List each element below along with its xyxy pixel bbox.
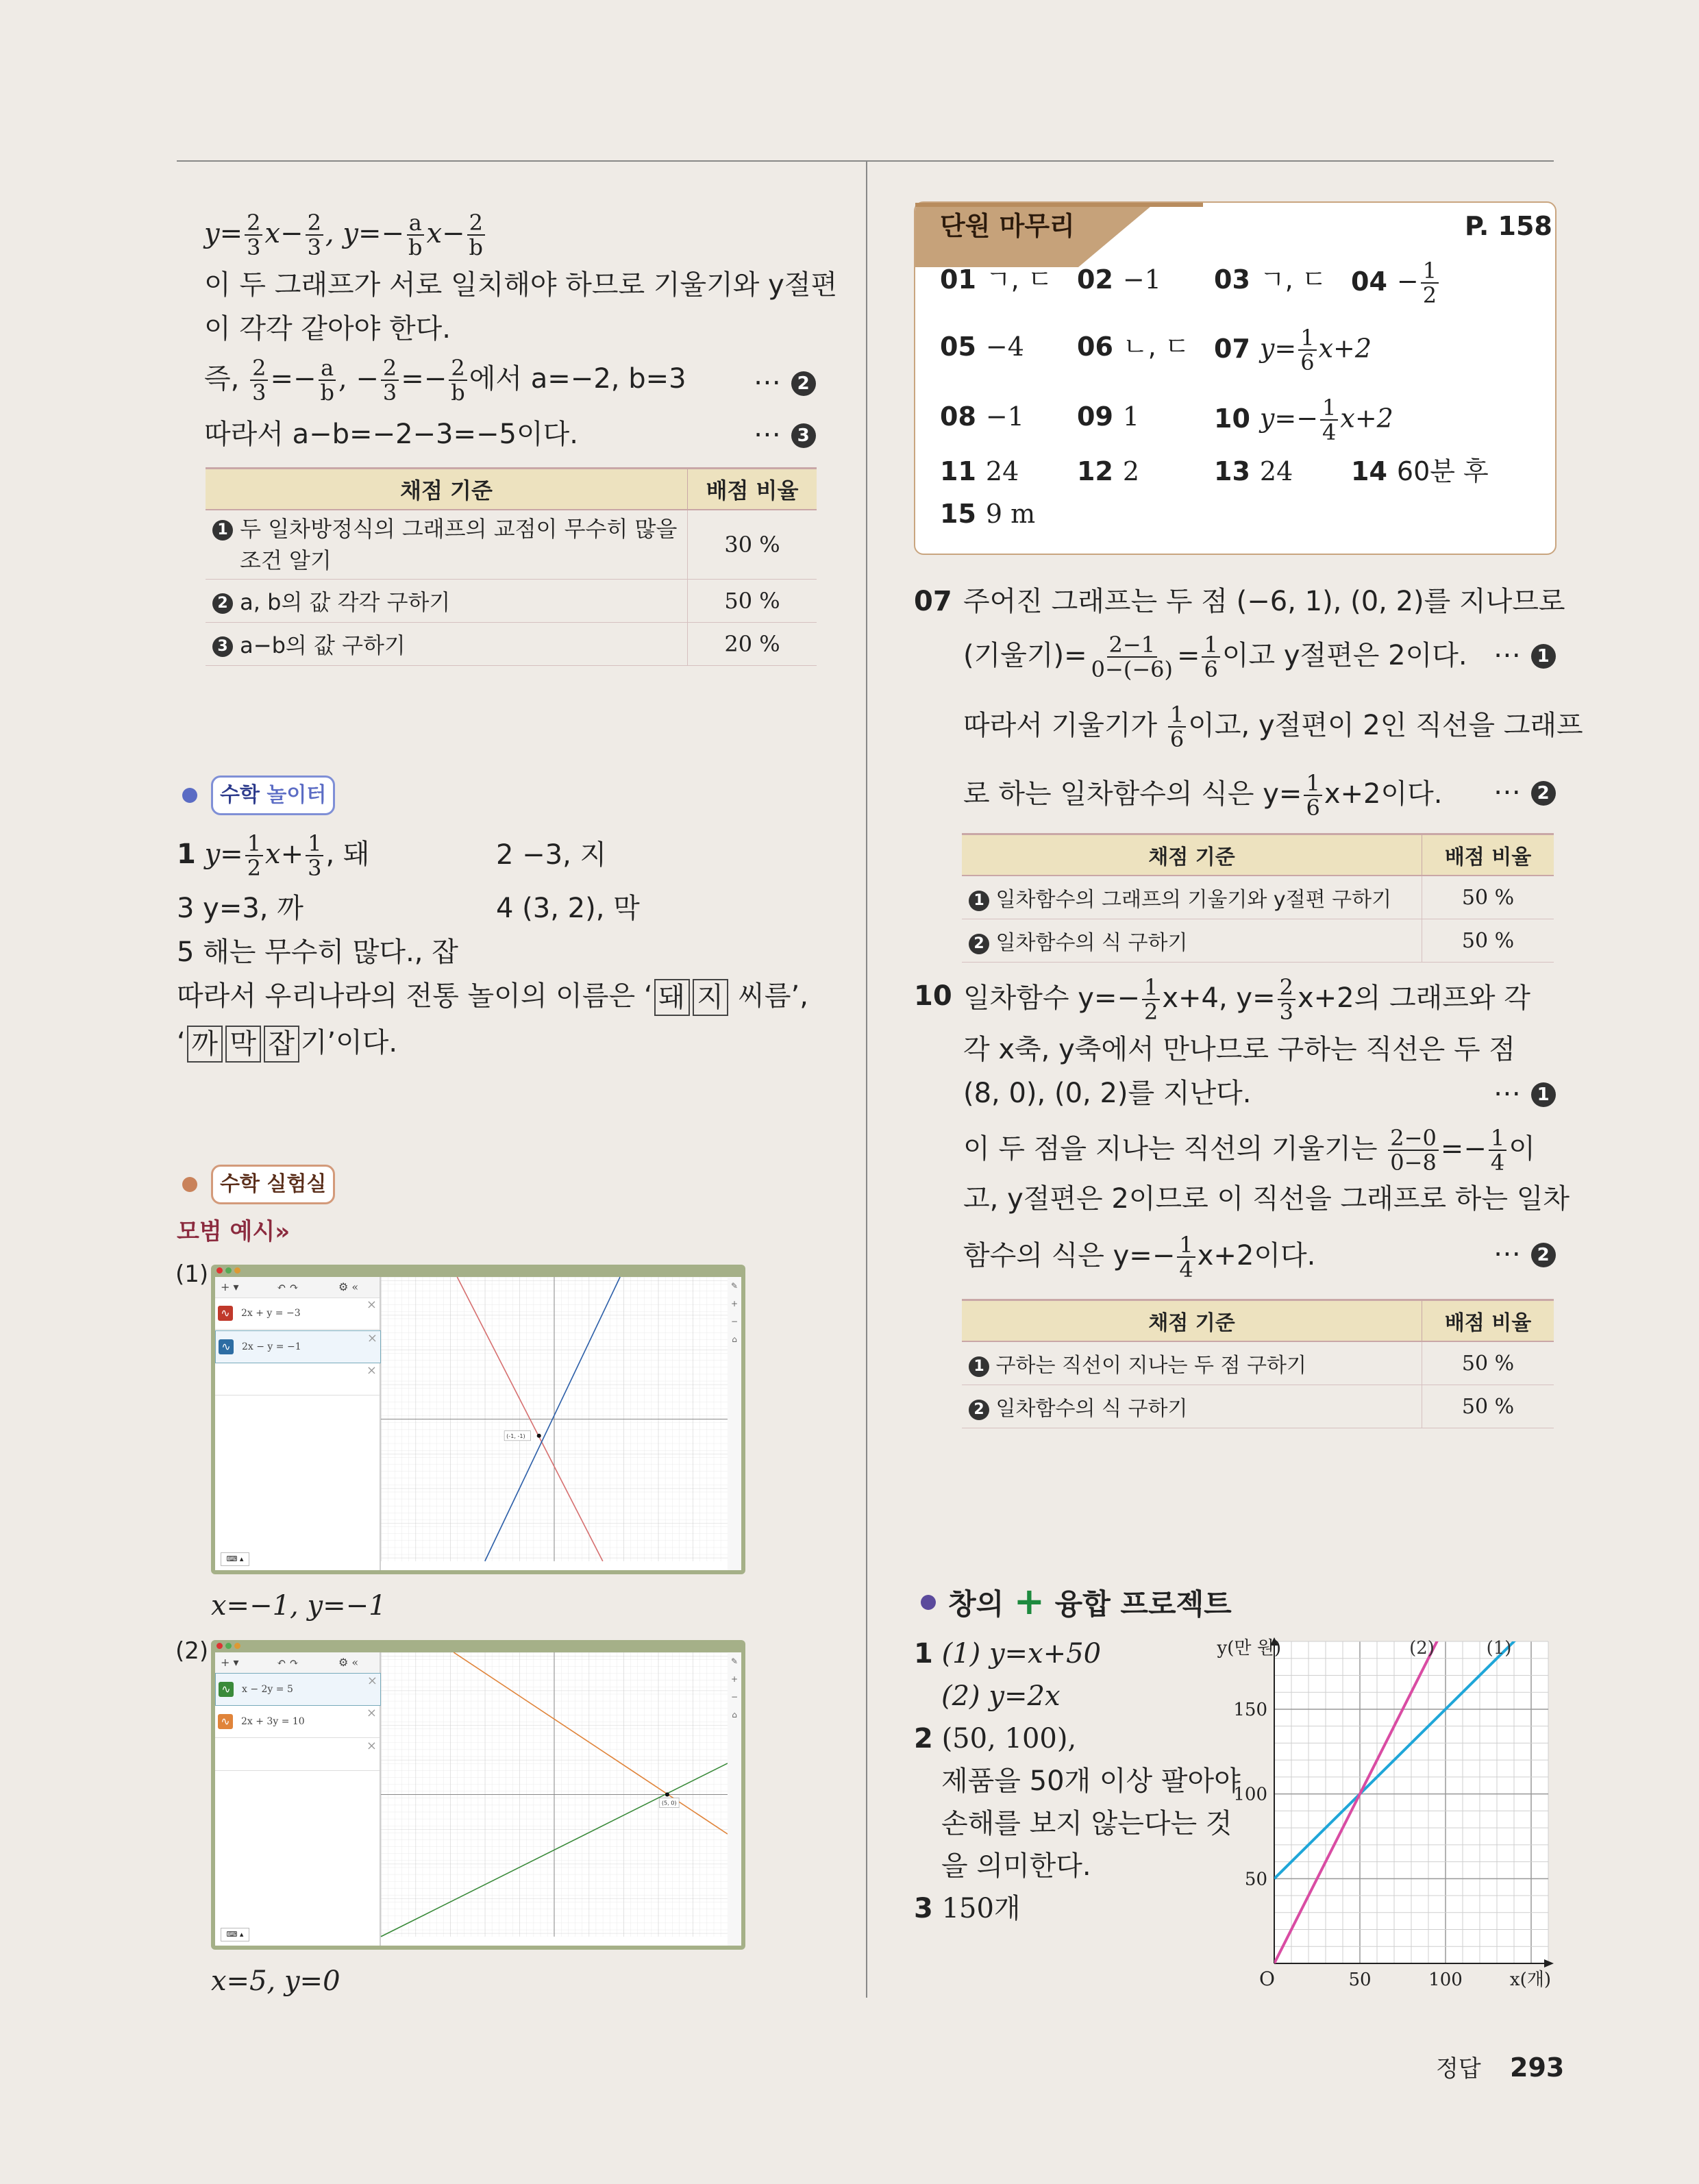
answer-05: 05 −4 [940,332,1024,362]
play-item-5: 5 해는 무수히 많다., 잡 [177,936,458,968]
rubric-row: 2 일차함수의 식 구하기 [962,919,1422,963]
close-icon[interactable]: × [367,1674,377,1688]
rubric-row: 3 a−b의 값 구하기 [206,623,688,666]
origin-label: O [1259,1968,1275,1990]
close-icon[interactable]: × [366,1739,377,1753]
screenshot-label-2: (2) [175,1637,209,1665]
curve-icon: ∿ [218,1714,233,1729]
expression-toolbar: + ▾ ↶ ↷ ⚙ « [215,1277,380,1298]
project-answer-2-line3: 손해를 보지 않는다는 것 [941,1808,1232,1839]
rubric-pct: 50 % [688,580,817,623]
close-icon[interactable]: × [367,1331,377,1345]
rubric-header-ratio: 배점 비율 [688,469,817,510]
play-item-1: 1 y= $\frac{1}{2}$ x+ $\frac{1}{3}$ , 돼 [177,830,370,881]
rubric-header-criteria: 채점 기준 [962,834,1422,876]
lab-badge: 수학 실험실 [211,1165,335,1204]
q07-line4: 로 하는 일차함수의 식은 y= $\frac{1}{6}$ x+2이다. [963,770,1443,821]
rubric-pct: 30 % [688,510,817,580]
example-heading: 모범 예시» [177,1218,290,1245]
answer-09: 09 1 [1077,401,1140,432]
answer-13: 13 24 [1214,456,1293,486]
project-title: 창의 + 융합 프로젝트 [948,1580,1232,1623]
lab-bullet [182,1177,197,1192]
q10-line1: 일차함수 y=− $\frac{1}{2}$ x+4, y= $\frac{2}{3}$ x+2의 그래프와 각 [963,974,1530,1025]
column-divider [866,162,867,1998]
q07-line1: 주어진 그래프는 두 점 (−6, 1), (0, 2)를 지나므로 [963,586,1565,617]
answer-01: 01 ㄱ, ㄷ [940,264,1053,295]
rubric-pct: 50 % [1422,1341,1554,1385]
expression-toolbar: + ▾ ↶ ↷ ⚙ « [215,1652,380,1674]
window-dots [216,1267,244,1274]
rubric-row: 2 일차함수의 식 구하기 [962,1385,1422,1428]
series-label: (2) [1409,1638,1435,1659]
curve-icon: ∿ [219,1339,234,1354]
answer-2: x=5, y=0 [211,1965,340,1997]
q10-line5: 고, y절편은 2이므로 이 직선을 그래프로 하는 일차 [963,1183,1570,1215]
footer-label: 정답 [1436,2055,1481,2083]
y-tick-label: 100 [1233,1784,1267,1805]
expression-row[interactable]: ∿ 2x + 3y = 10 × [215,1706,380,1738]
q07-line2: (기울기)= $\frac{2-1}{0-(-6)}$ = $\frac{1}{6}$ 이고 y절편은 2이다. [963,632,1467,682]
project-answer-2-line2: 제품을 50개 이상 팔아야 [941,1765,1241,1797]
q10-line3: (8, 0), (0, 2)를 지난다. [963,1078,1252,1109]
rubric-header-ratio: 배점 비율 [1422,1300,1554,1342]
top-rule [177,160,1554,162]
rubric-header-ratio: 배점 비율 [1422,834,1554,876]
top-equation: y= $\frac{2}{3}$ x− $\frac{2}{3}$ , y=− $\frac{a}{b}$ x− $\frac{2}{b}$ [204,211,487,259]
rubric-pct: 50 % [1422,1385,1554,1428]
window-dots [216,1643,244,1650]
score-mark-2: ⋯ 2 [754,362,816,403]
left-text-line1: 이 두 그래프가 서로 일치해야 하므로 기울기와 y절편 [204,269,838,301]
unit-review-title: 단원 마무리 [940,211,1075,241]
answer-04: 04 − $\frac{1}{2}$ [1351,259,1441,307]
play-item-2: 2 −3, 지 [496,839,607,871]
y-tick-label: 50 [1244,1869,1267,1890]
project-bullet [921,1595,936,1610]
expression-row[interactable]: ∿ 2x + y = −3 × [215,1298,380,1330]
close-icon[interactable]: × [366,1363,377,1378]
x-axis-label: x(개) [1509,1970,1551,1990]
answer-1: x=−1, y=−1 [211,1590,386,1622]
answer-02: 02 −1 [1077,264,1161,295]
keyboard-icon[interactable]: ⌨ ▴ [221,1552,249,1566]
expression-row[interactable]: ∿ x − 2y = 5 × [215,1673,381,1706]
q10-line4: 이 두 점을 지나는 직선의 기울기는 $\frac{2-0}{0-8}$ =− $\frac{1}{4}$ 이 [963,1125,1535,1176]
project-answer-2-line4: 을 의미한다. [941,1850,1091,1882]
x-tick-label: 100 [1428,1970,1463,1990]
expression-row-empty[interactable] [215,1739,380,1771]
x-tick-label: 50 [1348,1970,1372,1990]
q07-line3: 따라서 기울기가 $\frac{1}{6}$ 이고, y절편이 2인 직선을 그래프 [963,702,1583,752]
y-tick-label: 150 [1233,1699,1267,1720]
close-icon[interactable]: × [366,1706,377,1720]
intersection-point [537,1434,541,1438]
curve-icon: ∿ [218,1306,233,1321]
q10-line2: 각 x축, y축에서 만나므로 구하는 직선은 두 점 [963,1034,1515,1065]
play-bullet [182,788,197,803]
left-text-line2: 이 각각 같아야 한다. [204,313,451,345]
intersection-label: (5, 0) [661,1799,677,1807]
screenshot-label-1: (1) [175,1261,209,1288]
expression-panel [215,1277,381,1570]
project-answer-1: 1 (1) y=x+50 [914,1638,1102,1670]
rubric-header-criteria: 채점 기준 [962,1300,1422,1342]
expression-row[interactable]: ∿ 2x − y = −1 × [215,1330,381,1363]
answer-06: 06 ㄴ, ㄷ [1077,332,1190,362]
rubric-row: 2 a, b의 값 각각 구하기 [206,580,688,623]
x-axis-arrow [1544,1959,1554,1968]
intersection-label: (-1, -1) [506,1432,525,1439]
answer-15: 15 9 m [940,499,1036,529]
q10-rubric-table [962,1299,1554,1428]
answer-11: 11 24 [940,456,1019,486]
play-badge: 수학 놀이터 [211,775,335,815]
rubric-pct: 50 % [1422,876,1554,919]
rubric-row: 1 구하는 직선이 지나는 두 점 구하기 [962,1341,1422,1385]
answer-12: 12 2 [1077,456,1140,486]
keyboard-icon[interactable]: ⌨ ▴ [221,1928,249,1941]
intersection-point [665,1792,669,1796]
play-conclusion-2: ‘ 까 막 잡 기’이다. [177,1022,397,1063]
graph-calculator-screenshot-1 [211,1265,745,1574]
play-item-4: 4 (3, 2), 막 [496,893,640,924]
project-answer-3: 3 150개 [914,1893,1021,1924]
q07-number: 07 [914,586,952,617]
answer-08: 08 −1 [940,401,1024,432]
answer-07: 07 y= $\frac{1}{6}$ x+2 [1214,325,1372,375]
graph-calculator-screenshot-2 [211,1640,745,1950]
rubric-row: 1 두 일차방정식의 그래프의 교점이 무수히 많을 조건 알기 [206,510,688,580]
graph-area-2[interactable] [381,1652,728,1937]
score-mark-q07-2: ⋯ 2 [1493,771,1556,812]
plus-icon: + [1013,1580,1045,1623]
close-icon[interactable]: × [366,1298,377,1312]
answer-03: 03 ㄱ, ㄷ [1214,264,1327,295]
q07-rubric-table [962,833,1554,963]
score-mark-q07-1: ⋯ 1 [1493,634,1556,675]
curve-icon: ∿ [219,1682,234,1697]
expression-panel [215,1652,381,1946]
rubric-row: 1 일차함수의 그래프의 기울기와 y절편 구하기 [962,876,1422,919]
answer-10: 10 y=− $\frac{1}{4}$ x+2 [1214,395,1393,445]
rubric-pct: 50 % [1422,919,1554,963]
play-item-3: 3 y=3, 까 [177,893,303,924]
graph-area-1[interactable] [381,1277,728,1561]
project-answer-1-2: (2) y=2x [941,1680,1061,1712]
project-answer-2: 2 (50, 100), [914,1723,1077,1754]
play-conclusion-1: 따라서 우리나라의 전통 놀이의 이름은 ‘ 돼 지 씨름’, [177,976,808,1017]
left-rubric-table [206,467,817,666]
left-text-line4: 따라서 a−b=−2−3=−5이다. [204,419,578,450]
score-mark-3: ⋯ 3 [754,414,816,455]
project-chart [1217,1635,1555,2005]
zoom-toolbar[interactable]: ✎ + − ⌂ [728,1652,741,1946]
score-mark-q10-2: ⋯ 2 [1493,1233,1556,1274]
unit-review-page: P. 158 [1465,211,1552,241]
rubric-pct: 20 % [688,623,817,666]
series-label: (1) [1486,1638,1512,1659]
q10-number: 10 [914,980,952,1012]
answer-14: 14 60분 후 [1351,456,1489,486]
rubric-header-criteria: 채점 기준 [206,469,688,510]
zoom-toolbar[interactable]: ✎ + − ⌂ [728,1277,741,1570]
y-axis-label: y(만 원) [1217,1638,1281,1659]
q10-line6: 함수의 식은 y=− $\frac{1}{4}$ x+2이다. [963,1232,1316,1282]
score-mark-q10-1: ⋯ 1 [1493,1073,1556,1114]
expression-row-empty[interactable] [215,1363,380,1395]
left-text-line3: 즉, $\frac{2}{3}$ =− $\frac{a}{b}$ , − $\frac{2}{3}$ =− $\frac{2}{b}$ 에서 a=−2, b=3 [204,355,686,406]
footer-page-number: 293 [1510,2052,1565,2083]
